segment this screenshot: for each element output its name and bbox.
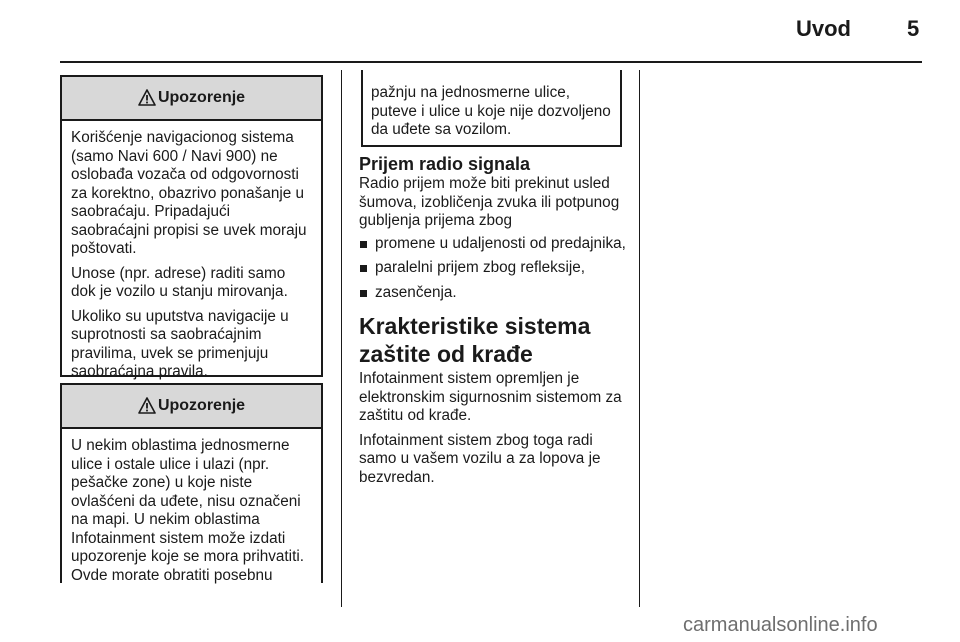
warning-box-navigation: [60, 75, 323, 380]
theft-heading-line2: zaštite od krađe: [359, 341, 533, 367]
page-number: 5: [907, 16, 920, 41]
radio-bullet-list: [359, 235, 627, 303]
warning-paragraph: Unose (npr. adrese) raditi samo dok je vozilo u stanju mirovanja.: [71, 264, 288, 300]
list-item: zasenčenja.: [359, 284, 627, 303]
theft-paragraph: Infotainment sistem zbog toga radi samo u vašem vozilu a za lopova je bezvredan.: [359, 431, 601, 486]
warning-body: [62, 429, 321, 585]
radio-section-text: Radio prijem može biti prekinut usled šumova, izobličenja zvuka ili potpunog gubljenja prijema zbog: [359, 175, 620, 229]
warning-body: [62, 121, 321, 382]
warning-paragraph: Korišćenje navigacionog sistema (samo Navi 600 / Navi 900) ne oslobađa vozača od odgovornosti za korektno, obazrivo ponašanje u saobraćaju. Pripadajući saobraćajni propisi se uvek moraju poštovati.: [71, 129, 307, 257]
warning-box-header: [62, 77, 321, 121]
warning-continuation-text: pažnju na jednosmerne ulice, puteve i ulice u koje nije dozvoljeno da uđete sa vozilom.: [371, 84, 611, 138]
theft-section-heading: [359, 312, 627, 368]
theft-heading-line1: Krakteristike sistema: [359, 313, 591, 339]
warning-heading: Upozorenje: [157, 397, 246, 414]
warning-triangle-icon: [138, 397, 156, 414]
warning-box-header: [62, 385, 321, 429]
middle-column: [359, 153, 627, 487]
warning-paragraph: U nekim oblastima jednosmerne ulice i ostale ulice i ulazi (npr. pešačke zone) u koje niste ovlašćeni da uđete, nisu označeni na mapi. U nekim oblastima Infotainment sistem može izdati upozorenje koje se mora prihvatiti. Ovde morate obratiti posebnu: [71, 437, 304, 584]
list-item: paralelni prijem zbog refleksije,: [359, 259, 627, 278]
header-divider: [60, 61, 922, 63]
warning-heading: Upozorenje: [157, 89, 246, 106]
warning-box-one-way-streets: [60, 383, 323, 583]
list-item: promene u udaljenosti od predajnika,: [359, 235, 627, 254]
theft-paragraph: Infotainment sistem opremljen je elektronskim sigurnosnim sistemom za zaštitu od krađe.: [359, 370, 622, 424]
page-header-title: Uvod: [796, 16, 851, 41]
warning-box-continuation: [361, 70, 622, 147]
warning-triangle-icon: [138, 89, 156, 106]
column-divider-2: [639, 70, 640, 607]
watermark-text: carmanualsonline.info: [683, 614, 878, 636]
warning-paragraph: Ukoliko su uputstva navigacije u suprotnosti sa saobraćajnim pravilima, uvek se primenjuju saobraćajna pravila.: [71, 307, 289, 380]
radio-section-heading: Prijem radio signala: [359, 154, 531, 174]
column-divider-1: [341, 70, 342, 607]
